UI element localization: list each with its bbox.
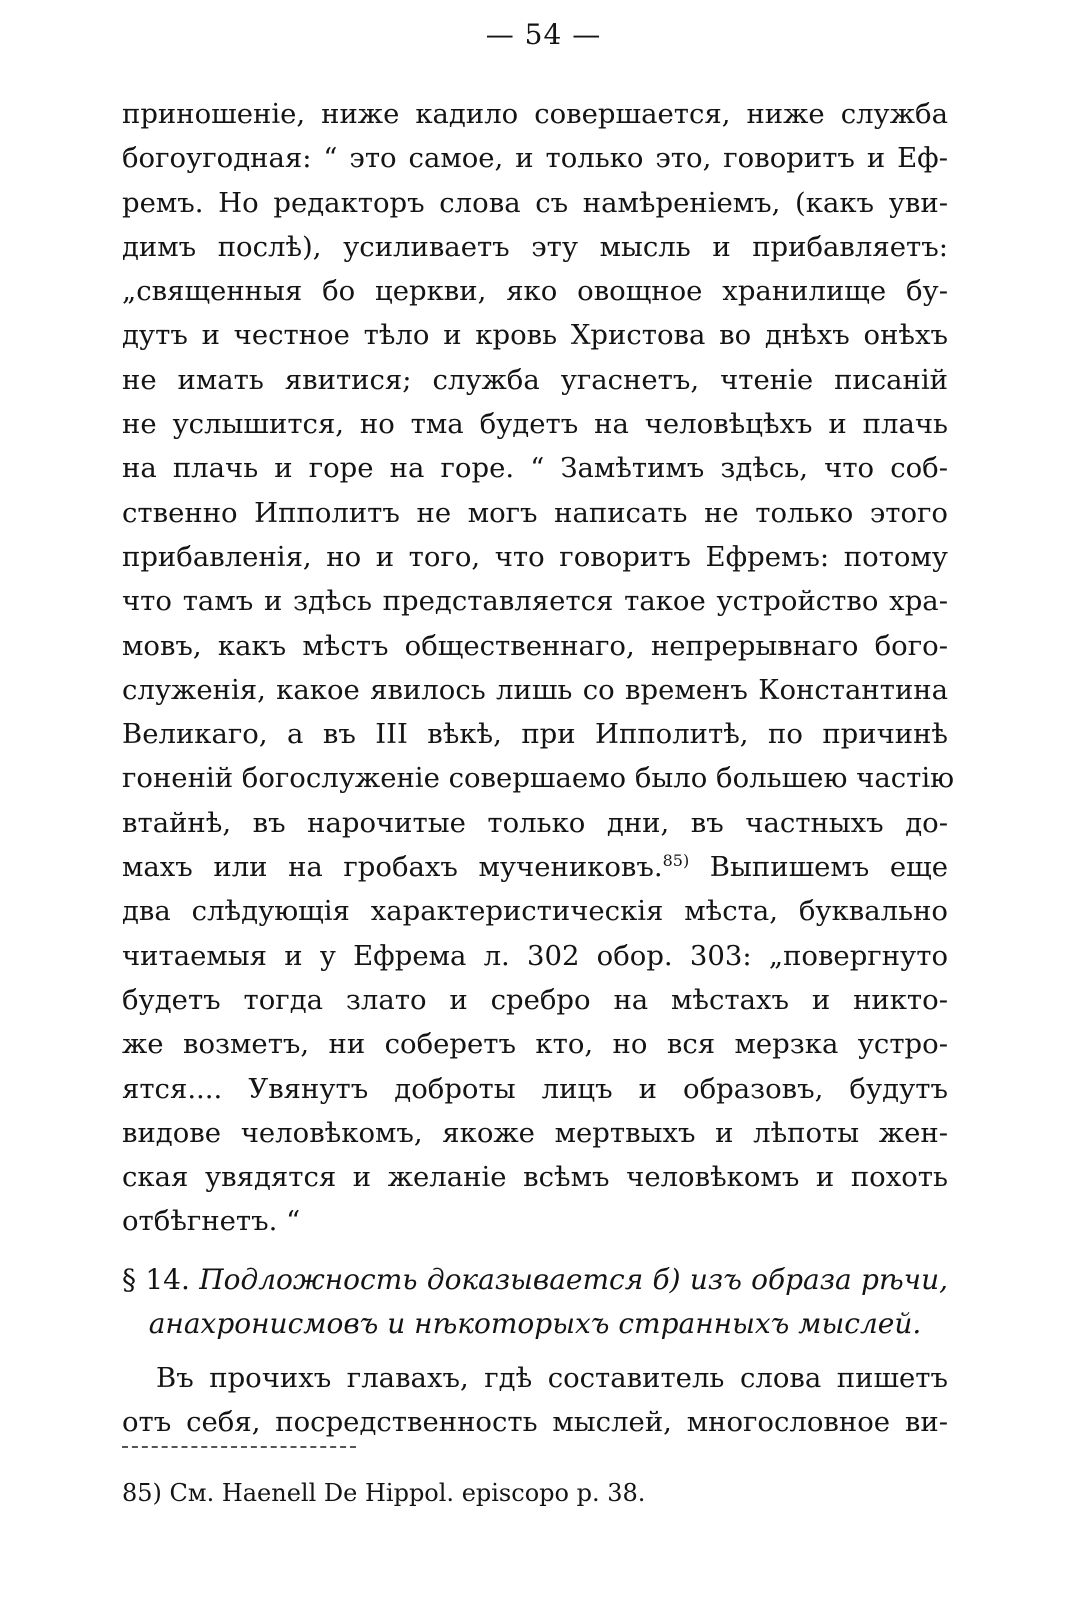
section-sign: § <box>122 1263 136 1296</box>
text-segment: махъ или на гробахъ мучениковъ. <box>122 851 663 884</box>
text-line: мовъ, какъ мѣстъ общественнаго, непрерывнаго бого- <box>122 629 948 662</box>
text-line: прибавленія, но и того, что говоритъ Ефремъ: потому <box>122 540 948 573</box>
text-line: будетъ тогда злато и сребро на мѣстахъ и никто- <box>122 983 948 1016</box>
footnote-divider <box>122 1446 356 1448</box>
section-heading-line-1 <box>122 1258 948 1302</box>
text-line-with-footnote-ref <box>122 845 948 889</box>
text-line: что тамъ и здѣсь представляется такое устройство хра- <box>122 585 948 618</box>
text-line: Великаго, а въ III вѣкѣ, при Ипполитѣ, по причинѣ <box>122 718 948 751</box>
section-number: 14. <box>145 1263 190 1296</box>
text-line: приношеніе, ниже кадило совершается, ниже служба <box>122 98 948 130</box>
text-line: ятся.... Увянутъ доброты лицъ и образовъ, будутъ <box>122 1072 948 1105</box>
text-line: богоугодная: “ это самое, и только это, говоритъ и Еф- <box>122 142 948 175</box>
text-line: не услышится, но тма будетъ на человѣцѣхъ и плачь <box>122 408 948 441</box>
text-line: же возметъ, ни соберетъ кто, но вся мерзка устро- <box>122 1028 948 1061</box>
text-line: читаемыя и у Ефрема л. 302 обор. 303: „повергнуто <box>122 939 948 972</box>
section-title-part-1: Подложность доказывается б) изъ образа рѣчи, <box>199 1263 949 1296</box>
text-line: отъ себя, посредственность мыслей, многословное ви- <box>122 1406 948 1439</box>
text-line: ремъ. Но редакторъ слова съ намѣреніемъ, (какъ уви- <box>122 186 948 219</box>
text-line: гоненій богослуженіе совершаемо было большею частію <box>122 762 955 795</box>
text-line: Въ прочихъ главахъ, гдѣ составитель слова пишетъ <box>156 1362 948 1394</box>
text-line: димъ послѣ), усиливаетъ эту мысль и прибавляетъ: <box>122 230 948 263</box>
text-line: втайнѣ, въ нарочитые только дни, въ частныхъ до- <box>122 806 948 839</box>
text-line: не имать явитися; служба угаснетъ, чтеніе писаній <box>122 363 948 396</box>
body-text <box>122 92 955 1244</box>
footnote-reference: 85) <box>662 851 690 871</box>
text-line: видове человѣкомъ, якоже мертвыхъ и лѣпоты жен- <box>122 1116 948 1149</box>
text-line: на плачь и горе на горе. “ Замѣтимъ здѣсь, что соб- <box>122 452 948 485</box>
text-line: „священныя бо церкви, яко овощное хранилище бу- <box>122 275 948 308</box>
text-line: дутъ и честное тѣло и кровь Христова во днѣхъ онѣхъ <box>122 319 948 352</box>
page-number: — 54 — <box>485 18 602 51</box>
text-line: ственно Ипполитъ не могъ написать не только этого <box>122 496 948 529</box>
section-heading <box>122 1258 948 1346</box>
text-line: ская увядятся и желаніе всѣмъ человѣкомъ и похоть <box>122 1161 948 1194</box>
text-line-last: отбѣгнетъ. “ <box>122 1205 301 1238</box>
footnote: 85) См. Haenell De Hippol. episcopo p. 38. <box>122 1479 646 1507</box>
text-line: два слѣдующія характеристическія мѣста, буквально <box>122 895 948 928</box>
text-segment: Выпишемъ еще <box>689 851 948 884</box>
section-title-part-2: анахронисмовъ и нѣкоторыхъ странныхъ мыслей. <box>148 1307 922 1340</box>
paragraph-after-heading <box>122 1356 948 1445</box>
text-line: служенія, какое явилось лишь со временъ Константина <box>122 673 948 706</box>
